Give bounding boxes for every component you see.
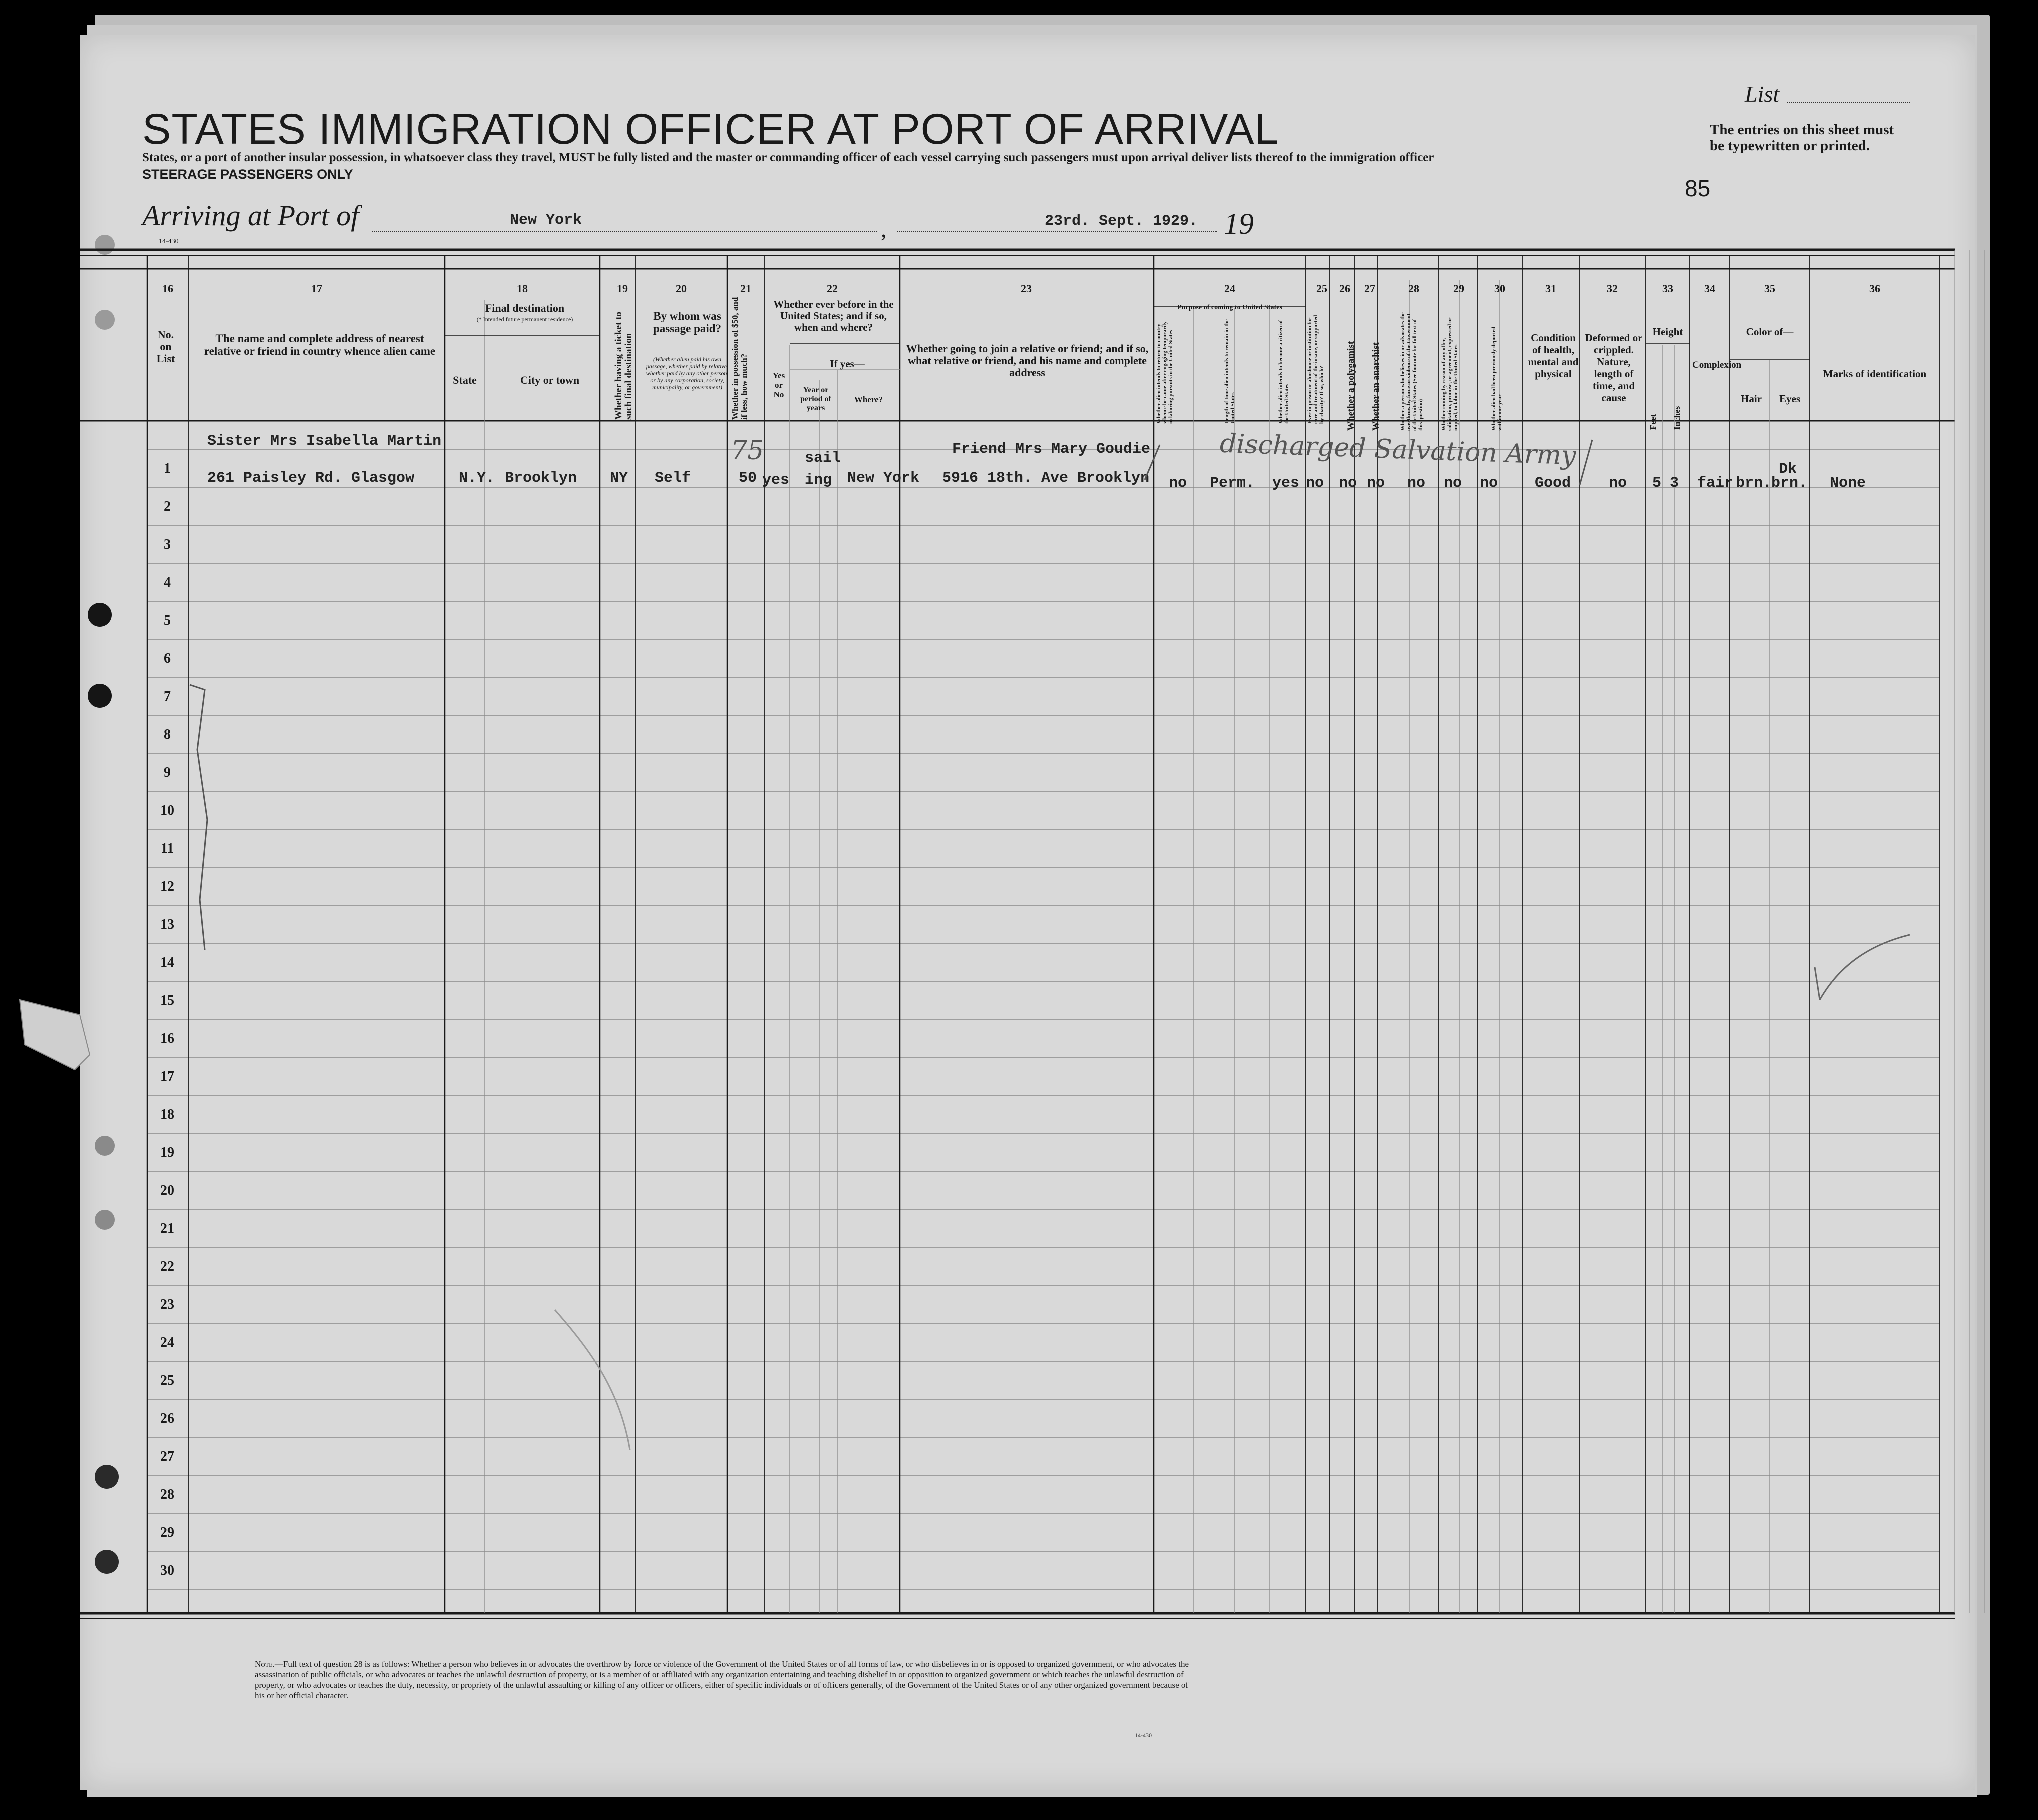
entry-year-line1: sail	[805, 450, 842, 467]
header-deported: Whether alien had been previously deported within one year	[1491, 326, 1503, 431]
header-hair: Hair	[1741, 393, 1762, 405]
entry-relative-line1: Sister Mrs Isabella Martin	[208, 433, 442, 450]
header-final-destination: Final destination	[485, 302, 565, 314]
header-year-period: Year or period of years	[800, 386, 832, 412]
row-number: 22	[160, 1259, 174, 1274]
row-number: 19	[160, 1145, 174, 1160]
row-number: 7	[164, 689, 171, 704]
row-number: 12	[160, 879, 174, 894]
header-no-on-list: No. on List	[156, 328, 176, 365]
header-before-us: Whether ever before in the United States; and if so, when and where?	[774, 298, 894, 334]
port-name: New York	[510, 212, 582, 229]
column-number: 21	[740, 282, 752, 295]
entry-complexion: fair	[1698, 475, 1734, 492]
arrival-year-suffix: 19	[1224, 208, 1254, 240]
entry-ticket: NY	[610, 470, 628, 487]
column-number: 28	[1408, 282, 1420, 295]
row-number: 14	[160, 955, 174, 970]
row-number: 10	[160, 803, 174, 818]
footnote-code: 14-430	[1135, 1732, 1152, 1739]
entries-note-1: The entries on this sheet must	[1710, 122, 1894, 138]
header-ticket: Whether having a ticket to such final destination	[614, 312, 634, 420]
entry-inches: 3	[1670, 475, 1680, 492]
notice-line-2: STEERAGE PASSENGERS ONLY	[142, 167, 354, 182]
entry-state: N.Y.	[459, 470, 496, 487]
column-number: 19	[617, 282, 628, 295]
row-number: 15	[160, 993, 174, 1008]
header-length-stay: Length of time alien intends to remain in the United States	[1224, 320, 1236, 424]
arriving-label: Arriving at Port of	[142, 200, 360, 232]
header-if-yes: If yes—	[830, 358, 865, 370]
entry-marks: None	[1830, 475, 1866, 492]
column-number: 27	[1364, 282, 1376, 295]
row-number: 23	[160, 1297, 174, 1312]
entry-length-stay: Perm.	[1210, 475, 1256, 492]
header-height: Height	[1652, 326, 1684, 338]
entry-where: New York	[848, 470, 920, 487]
header-anarchist: Whether an anarchist	[1371, 342, 1382, 431]
header-labor-offer: Whether coming by reason of any offer, solicitation, promise, or agreement, expressed or implied, to labor in the United States	[1441, 318, 1459, 431]
column-number: 31	[1546, 282, 1556, 295]
entry-hair: brn.	[1736, 475, 1772, 492]
entry-eyes-line1: Dk	[1779, 461, 1798, 478]
header-inches: Inches	[1672, 406, 1682, 430]
row-number: 3	[164, 537, 171, 552]
header-purpose: Purpose of coming to United States	[1178, 304, 1282, 312]
header-become-citizen: Whether alien intends to become a citizen of the United States	[1278, 320, 1290, 424]
row-number: 30	[160, 1563, 174, 1578]
notice-line-1: States, or a port of another insular possession, in whatsoever class they travel, MUST be fully listed and the master or commanding officer of each vessel carrying such passengers must upon arrival deliver lists thereof to the immigration officer	[142, 151, 1434, 164]
row-number: 2	[164, 499, 171, 514]
entry-deported: no	[1480, 475, 1498, 492]
header-city: City or town	[520, 374, 580, 386]
entry-join-line2: 5916 18th. Ave Brooklyn	[942, 470, 1150, 487]
row-number: 16	[160, 1031, 174, 1046]
header-money: Whether in possession of $50, and if less, how much?	[730, 297, 749, 420]
column-number: 32	[1607, 282, 1618, 295]
header-eyes: Eyes	[1780, 393, 1800, 405]
header-final-destination-note: (* Intended future permanent residence)	[476, 316, 574, 323]
header-feet: Feet	[1648, 414, 1658, 430]
entries-note-2: be typewritten or printed.	[1710, 138, 1870, 154]
column-number: 33	[1662, 282, 1674, 295]
column-number: 30	[1494, 282, 1506, 295]
row-number: 28	[160, 1487, 174, 1502]
entry-labor-offer: no	[1444, 475, 1462, 492]
entry-year-line2: ing	[805, 472, 832, 489]
entry-deformed: no	[1609, 475, 1628, 492]
header-intends-return: Whether alien intends to return to country whence he came after engaging temporarily in laboring pursuits in the United States	[1156, 322, 1174, 424]
column-number: 34	[1704, 282, 1716, 295]
column-number: 24	[1224, 282, 1236, 295]
column-number: 17	[312, 282, 322, 295]
entry-prison: no	[1306, 475, 1324, 492]
column-number: 18	[517, 282, 528, 295]
footnote-label: Note.	[255, 1660, 275, 1669]
page-title: STATES IMMIGRATION OFFICER AT PORT OF ARRIVAL	[142, 106, 1280, 154]
row-number: 20	[160, 1183, 174, 1198]
header-join-relative: Whether going to join a relative or friend; and if so, what relative or friend, and his name and complete address	[906, 342, 1149, 379]
header-marks: Marks of identification	[1823, 368, 1927, 380]
entry-overthrow: no	[1408, 475, 1426, 492]
list-label: List	[1745, 82, 1780, 107]
entry-city: Brooklyn	[505, 470, 578, 487]
entry-health: Good	[1535, 475, 1572, 492]
column-number: 29	[1454, 282, 1464, 295]
header-health: Condition of health, mental and physical	[1528, 332, 1579, 380]
entry-join-line1: Friend Mrs Mary Goudie	[952, 441, 1151, 458]
header-color: Color of—	[1746, 326, 1794, 338]
column-number: 23	[1021, 282, 1032, 295]
list-number: 85	[1685, 176, 1711, 202]
column-number: 20	[676, 282, 687, 295]
entry-money-hand: 75	[731, 436, 764, 466]
header-state: State	[453, 374, 477, 386]
column-number: 25	[1316, 282, 1328, 295]
entry-polygamist: no	[1339, 475, 1358, 492]
row-number: 18	[160, 1107, 174, 1122]
header-passage-paid: By whom was passage paid?	[653, 310, 722, 335]
footnote	[255, 1659, 1190, 1701]
column-number: 35	[1764, 282, 1776, 295]
entry-relative-line2: 261 Paisley Rd. Glasgow	[208, 470, 415, 487]
row-number: 26	[160, 1411, 174, 1426]
header-complexion: Complexion	[1692, 360, 1742, 370]
row-number: 5	[164, 613, 171, 628]
entry-passage-paid: Self	[655, 470, 692, 487]
header-where: Where?	[854, 395, 884, 404]
column-number: 26	[1340, 282, 1350, 295]
column-number: 16	[162, 282, 174, 295]
entry-eyes-line2: brn.	[1772, 475, 1808, 492]
header-prison: Ever in prison or almshouse or institution for care and treatment of the insane, or supported by charity? If so, which?	[1307, 315, 1325, 424]
entry-anarchist: no	[1367, 475, 1386, 492]
row-number: 8	[164, 727, 171, 742]
port-comma: ,	[881, 216, 887, 242]
arrival-date: 23rd. Sept. 1929.	[1045, 213, 1198, 230]
row-number: 21	[160, 1221, 174, 1236]
header-yes-no: Yes or No	[772, 371, 786, 400]
row-number: 27	[160, 1449, 174, 1464]
form-code: 14-430	[159, 238, 179, 246]
row-number: 1	[164, 461, 171, 476]
entry-hand-annotation: discharged Salvation Army	[1220, 428, 1577, 472]
entry-intends-return: no	[1169, 475, 1188, 492]
row-number: 11	[160, 841, 174, 856]
header-polygamist: Whether a polygamist	[1346, 341, 1356, 431]
header-relative-address: The name and complete address of nearest relative or friend in country whence alien came	[204, 332, 436, 358]
row-number: 6	[164, 651, 171, 666]
entry-feet: 5	[1652, 475, 1662, 492]
header-overthrow: Whether a person who believes in or advocates the overthrow by force or violence of the Government of the United States (See footnote for full text of this question)	[1400, 312, 1424, 431]
row-number: 13	[160, 917, 174, 932]
row-number: 9	[164, 765, 171, 780]
column-number: 36	[1870, 282, 1880, 295]
footnote-text: —Full text of question 28 is as follows: Whether a person who believes in or advocates the overthrow by force or violence of the Government of the United States or of all forms of law, or who disbelieves in or is opposed to organized government, or who advocates the assassination of public officials, or who advocates or teaches the unlawful destruction of property, or is a member of or affiliated with any organization entertaining and teaching disbelief in or opposition to organized government or which teaches the unlawful destruction of property, or who advocates or teaches the duty, necessity, or propriety of the unlawful assaulting or killing of any officer or officers, either of specific individuals or of officers generally, of the Government of the United States or of any other organized government because of his or her official character.	[255, 1660, 1190, 1700]
entry-before-us: yes	[762, 472, 790, 489]
row-number: 29	[160, 1525, 174, 1540]
entry-citizen: yes	[1272, 475, 1300, 492]
header-passage-note: (Whether alien paid his own passage, whether paid by relative, whether paid by any other person, or by any corporation, society, municipality, or government)	[646, 356, 729, 391]
entry-money: 50	[739, 470, 758, 487]
row-number: 25	[160, 1373, 174, 1388]
row-number: 17	[160, 1069, 174, 1084]
row-number: 24	[160, 1335, 174, 1350]
column-number: 22	[827, 282, 838, 295]
row-number: 4	[164, 575, 171, 590]
header-deformed: Deformed or crippled. Nature, length of time, and cause	[1585, 332, 1643, 404]
